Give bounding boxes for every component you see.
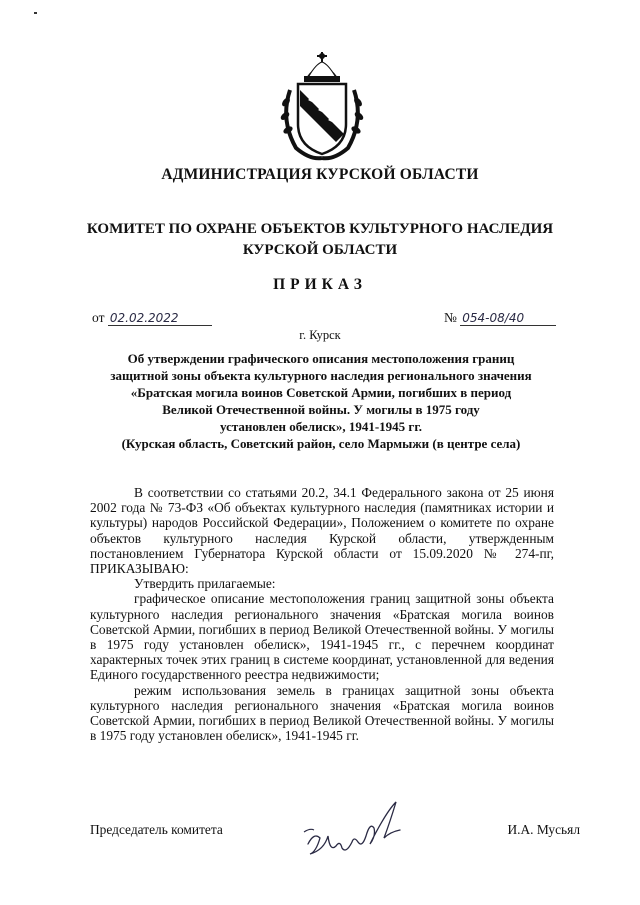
- document-type: ПРИКАЗ: [273, 276, 367, 293]
- city: г. Курск: [299, 328, 341, 342]
- handwritten-signature-icon: [300, 792, 420, 862]
- scan-mark: [34, 12, 37, 14]
- date-prefix: от: [92, 310, 105, 325]
- body-paragraph: В соответствии со статьями 20.2, 34.1 Федерального закона от 25 июня 2002 года № 73-ФЗ «Об объектах культурного наследия (памятниках истории и культуры) народов Российской Федерации», Положением о комитете по охране объектов культурного наследия Курской области, утвержденным постановлением Губернатора Курской области от 15.09.2020 № 274-пг, ПРИКАЗЫВАЮ:: [90, 485, 554, 577]
- body-paragraph: Утвердить прилагаемые:: [134, 576, 276, 592]
- signatory-name: И.А. Мусьял: [507, 822, 580, 837]
- body-paragraph: графическое описание местоположения границ защитной зоны объекта культурного наследия регионального значения «Братская могила воинов Советской Армии, погибших в период Великой Отечественной войны. У могилы в 1975 году установлен обелиск», 1941-1945 гг., с перечнем координат характерных точек этих границ в системе координат, установленной для ведения Единого государственного реестра недвижимости;: [90, 591, 554, 683]
- subject-line: «Братская могила воинов Советской Армии, погибших в период: [130, 385, 512, 400]
- subject-line: установлен обелиск», 1941-1945 гг.: [219, 419, 423, 434]
- number-value: 054-08/40: [460, 311, 556, 326]
- order-subject: [90, 350, 552, 452]
- subject-line: Об утверждении графического описания местоположения границ: [127, 351, 515, 366]
- subject-line: (Курская область, Советский район, село Мармыжи (в центре села): [121, 436, 521, 451]
- date-value: 02.02.2022: [108, 311, 212, 326]
- body-paragraph: режим использования земель в границах защитной зоны объекта культурного наследия регионального значения «Братская могила воинов Советской Армии, погибших в период Великой Отечественной войны. У могилы в 1975 году установлен обелиск», 1941-1945 гг.: [90, 682, 554, 744]
- signatory-position: Председатель комитета: [90, 822, 223, 837]
- subject-line: защитной зоны объекта культурного наследия регионального значения: [110, 368, 532, 383]
- order-date: [92, 310, 212, 326]
- number-prefix: №: [444, 310, 457, 325]
- subject-line: Великой Отечественной войны. У могилы в 1975 году: [162, 402, 480, 417]
- committee-title: [0, 219, 640, 261]
- administration-title: АДМИНИСТРАЦИЯ КУРСКОЙ ОБЛАСТИ: [161, 166, 479, 183]
- committee-title-line1: КОМИТЕТ ПО ОХРАНЕ ОБЪЕКТОВ КУЛЬТУРНОГО НАСЛЕДИЯ: [86, 221, 554, 237]
- coat-of-arms-icon: [276, 50, 368, 162]
- committee-title-line2: КУРСКОЙ ОБЛАСТИ: [242, 242, 398, 258]
- order-number: [444, 310, 556, 326]
- order-body: [90, 485, 554, 743]
